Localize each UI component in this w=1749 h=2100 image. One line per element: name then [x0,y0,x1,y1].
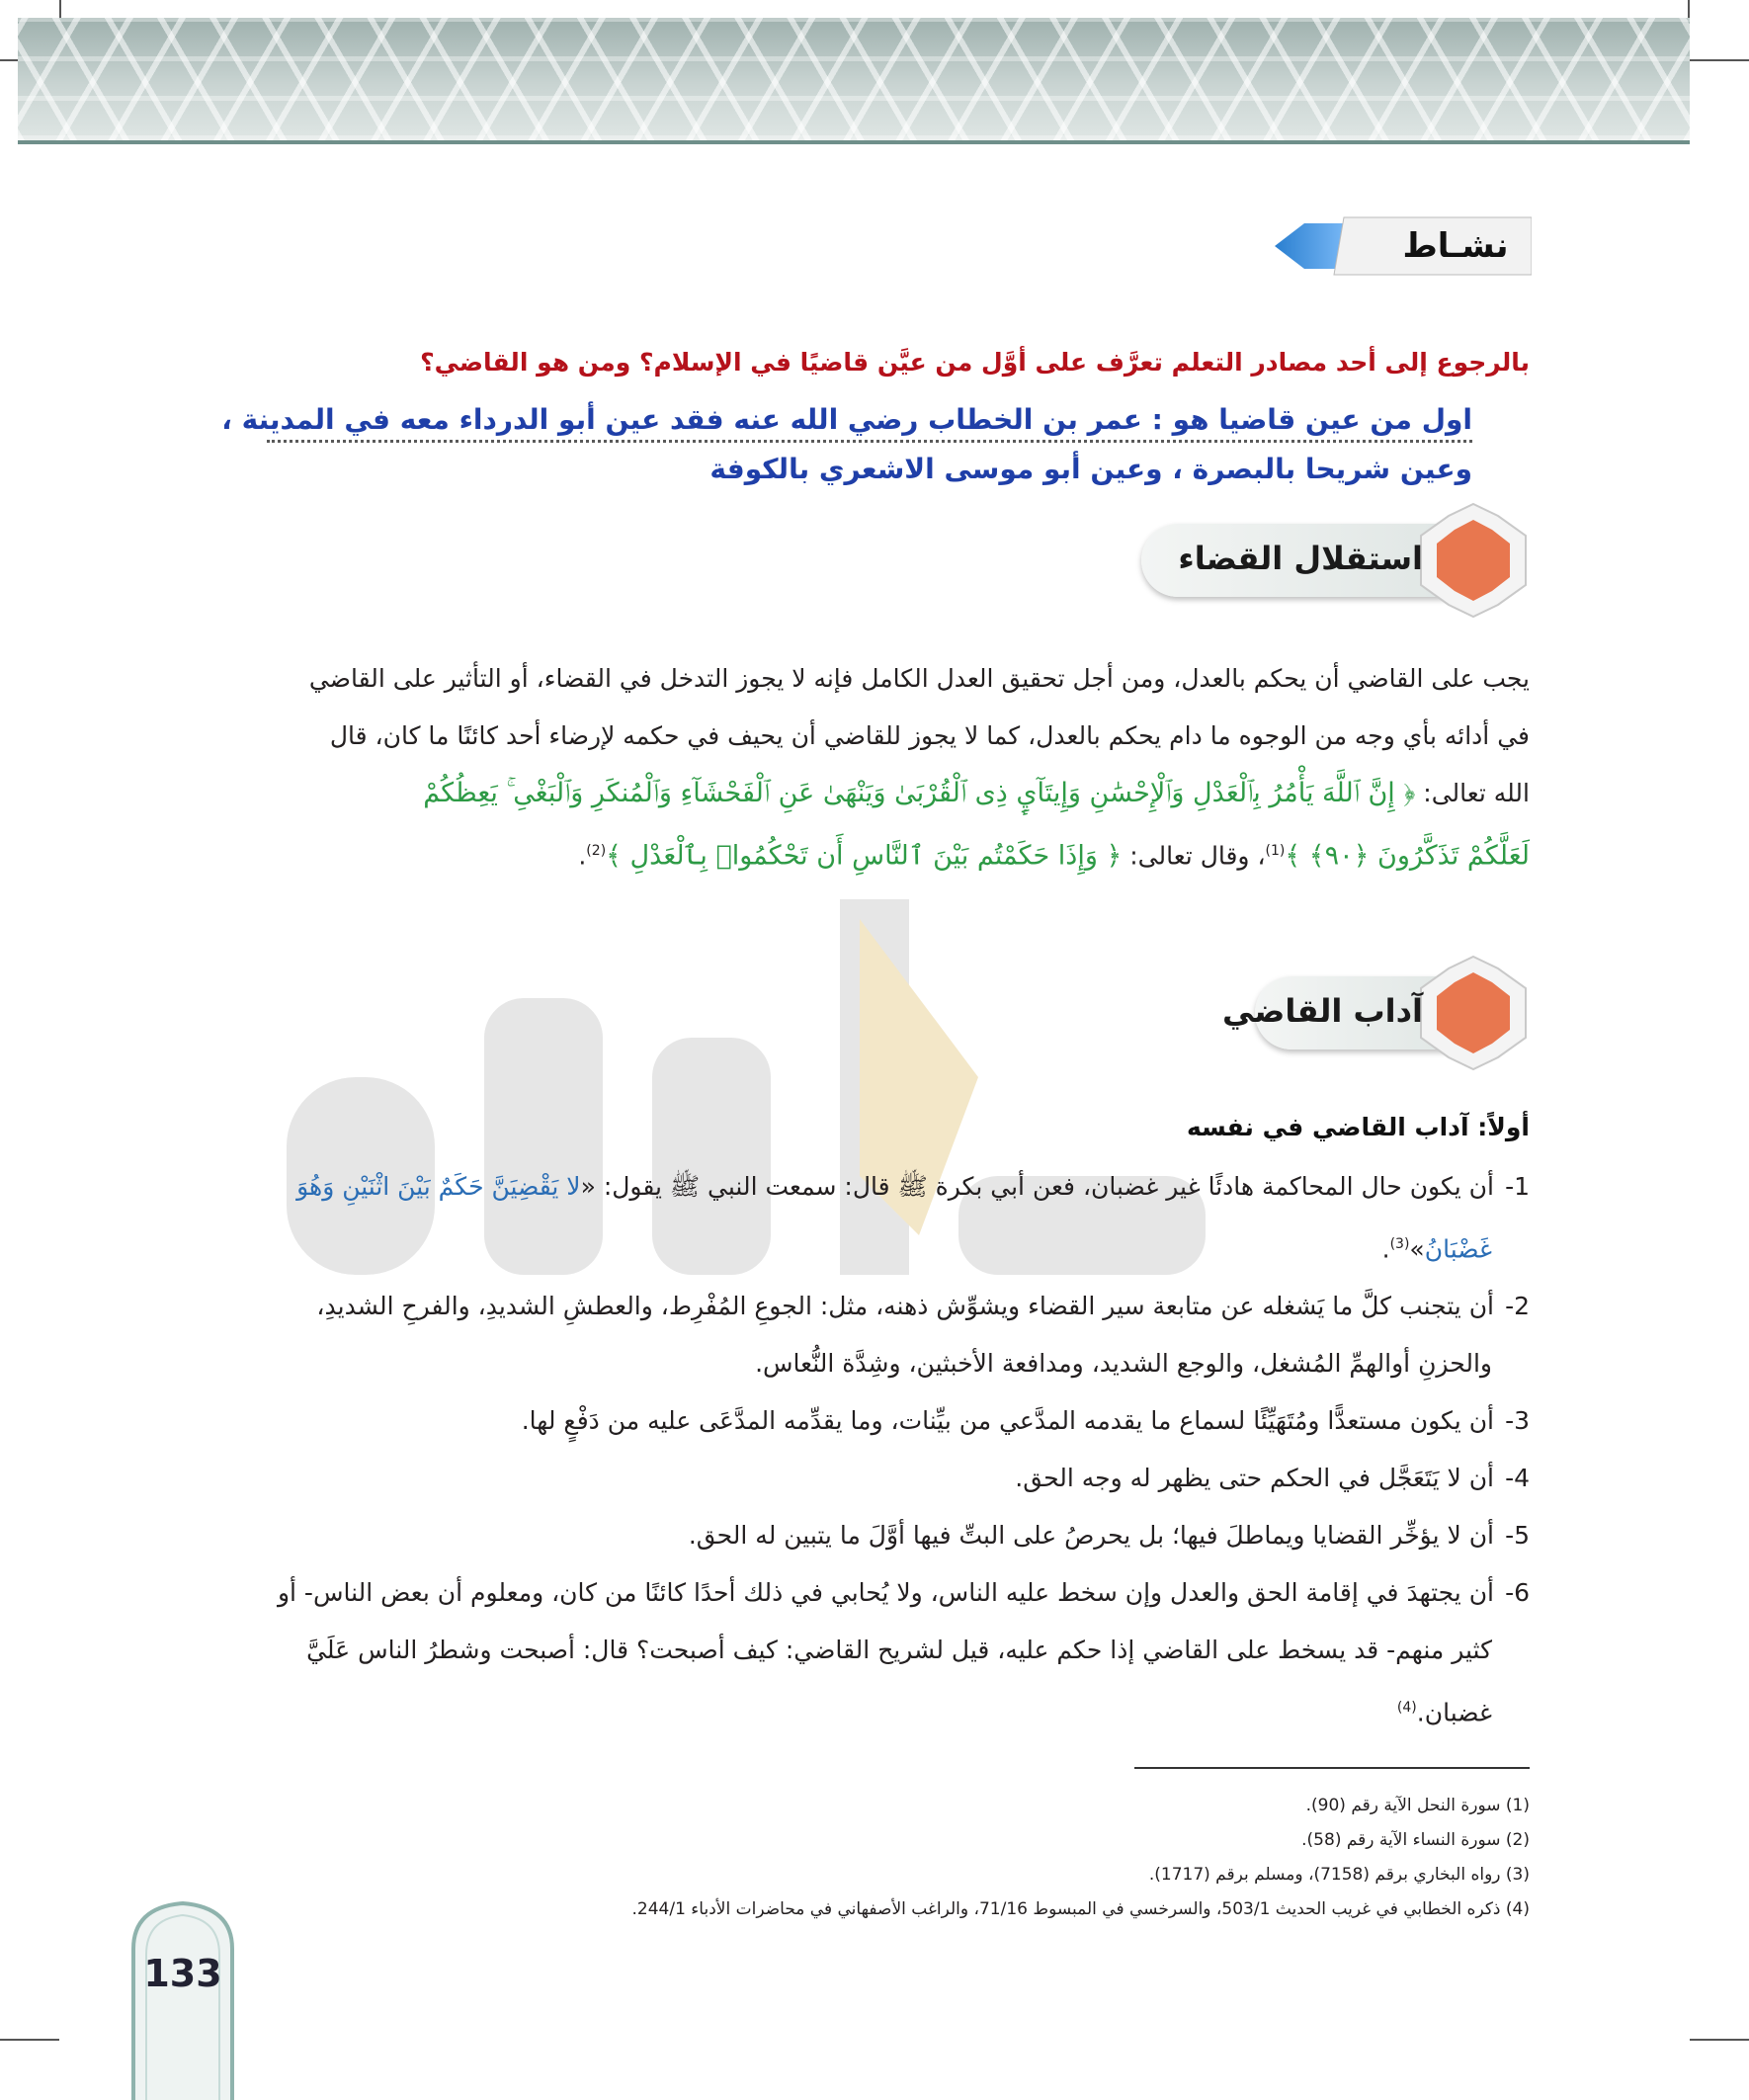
footnote-ref: (2) [586,843,607,859]
activity-label: نشـاط [1402,226,1509,266]
item-number: 3- [1505,1406,1530,1436]
paragraph-line [0,822,1530,884]
list-item-continuation [0,1216,1530,1278]
section-title-judge-etiquette: آداب القاضي [1222,992,1423,1030]
list-item-continuation: كثير منهم- قد يسخط على القاضي إذا حكم عليه، قيل لشريح القاضي: كيف أصبحت؟ قال: أصبحت وشطرُ الناس عَلَيَّ [306,1636,1492,1665]
handwritten-answer-line-1: اول من عين قاضيا هو : عمر بن الخطاب رضي الله عنه فقد عين أبو الدرداء معه في المدينة ، [267,403,1472,443]
etiquette-list [0,1158,1530,1742]
footnote-ref: (4) [1396,1700,1417,1717]
list-item-continuation: والحزنِ أوالهمِّ المُشغل، والوجع الشديد، ومدافعة الأخبثين، وشِدَّة النُّعاس. [755,1349,1492,1379]
footnote: (2) سورة النساء الآية رقم (58). [1301,1830,1530,1850]
page-number: 133 [143,1952,222,1995]
crop-mark [1690,59,1749,61]
item-number: 6- [1505,1578,1530,1608]
paragraph-line: في أدائه بأي وجه من الوجوه ما دام يحكم بالعدل، كما لا يجوز للقاضي أن يحيف في حكمه لإرضاء أحد كائنًا ما كان، قال [329,721,1530,750]
connector-text: ، وقال تعالى: [1129,841,1266,871]
footnote-divider [1134,1767,1530,1769]
section1-paragraph [0,650,1530,884]
item-text: أن يكون مستعدًّا ومُتَهَيِّئًا لسماع ما يقدمه المدَّعي من بيِّنات، وما يقدِّمه المدَّعَى عليه من دَفْعٍ لها. [521,1406,1494,1436]
item-text: أن لا يؤخِّر القضايا ويماطلَ فيها؛ بل يحرصُ على البتِّ فيها أوَّلَ ما يتبين له الحق. [688,1521,1494,1551]
list-item [0,1392,1530,1450]
handwritten-answer-line-2: وعين شريحا بالبصرة ، وعين أبو موسى الاشعري بالكوفة [709,453,1472,485]
item-number: 5- [1505,1521,1530,1551]
quran-verse-1: ﴿ إِنَّ ٱللَّهَ يَأْمُرُ بِٱلْعَدْلِ وَٱلْإِحْسَٰنِ وَإِيتَآيِٕ ذِى ٱلْقُرْبَىٰ وَيَنْهَىٰ عَنِ ٱلْفَحْشَآءِ وَٱلْمُنكَرِ وَٱلْبَغْىِ ۚ يَعِظُكُمْ [423,778,1416,808]
hadith-text: لا يَقْضِيَنَّ حَكَمٌ بَيْنَ اثْنَيْنِ وَهُوَ [296,1172,581,1201]
end-punct: . [578,841,587,871]
item-text: أن يتجنب كلَّ ما يَشغله عن متابعة سير القضاء ويشوِّش ذهنه، مثل: الجوعِ المُفْرِط، والعطشِ الشديدِ، والفرحِ الشديدِ، [316,1292,1494,1321]
decorative-header-banner [18,18,1690,144]
footnote: (1) سورة النحل الآية رقم (90). [1305,1796,1530,1815]
item-text: أن يجتهدَ في إقامة الحق والعدل وإن سخط عليه الناس، ولا يُحابي في ذلك أحدًا كائنًا من كان، ومعلوم أن بعض الناس- أو [277,1578,1494,1608]
end-punct: . [1381,1234,1390,1264]
list-item [0,1158,1530,1216]
crop-mark [1690,2039,1749,2041]
footnotes [631,1789,1530,1927]
octagon-badge-icon [1415,955,1532,1071]
quran-verse-2: ﴿ وَإِذَا حَكَمْتُم بَيْنَ ٱلنَّاسِ أَن تَحْكُمُوا۟ بِٱلْعَدْلِ ﴾ [606,840,1123,872]
paragraph-lead: الله تعالى: [1423,779,1530,807]
footnote-ref: (3) [1389,1236,1410,1252]
page-number-frame [128,1899,237,2100]
list-item [0,1564,1530,1622]
list-item [0,1507,1530,1564]
item-number: 2- [1505,1292,1530,1321]
quran-verse-1-end: لَعَلَّكُمْ تَذَكَّرُونَ ﴿٩٠﴾ ﴾ [1285,840,1530,872]
footnote: (3) رواه البخاري برقم (7158)، ومسلم برقم (1717). [1148,1865,1530,1885]
paragraph-line [0,765,1530,822]
activity-question: بالرجوع إلى أحد مصادر التعلم تعرَّف على أوَّل من عيَّن قاضيًا في الإسلام؟ ومن هو القاضي؟ [420,348,1530,377]
item-text: أن لا يَتَعَجَّل في الحكم حتى يظهر له وجه الحق. [1015,1464,1494,1493]
paragraph-line: يجب على القاضي أن يحكم بالعدل، ومن أجل تحقيق العدل الكامل فإنه لا يجوز التدخل في القضاء، أو التأثير على القاضي [308,664,1530,693]
item-number: 1- [1505,1172,1530,1201]
footnote-ref: (1) [1265,843,1286,859]
footnote: (4) ذكره الخطابي في غريب الحديث 503/1، والسرخسي في المبسوط 71/16، والراغب الأصفهاني في محاضرات الأدباء 244/1. [631,1899,1530,1919]
item-number: 4- [1505,1464,1530,1493]
item-text: أن يكون حال المحاكمة هادئًا غير غضبان، فعن أبي بكرة ﷺ قال: سمعت النبي ﷺ يقول: « [580,1172,1494,1201]
hadith-text: غَضْبَانُ [1424,1234,1492,1264]
quote-mark: » [1409,1234,1425,1264]
crop-mark [0,2039,59,2041]
octagon-badge-icon [1415,502,1532,619]
list-item [0,1278,1530,1335]
subheading: أولاً: آداب القاضي في نفسه [1186,1113,1530,1141]
list-item-continuation [0,1679,1530,1741]
item-text: غضبان. [1416,1698,1492,1727]
section-title-independence: استقلال القضاء [1178,540,1423,577]
list-item [0,1450,1530,1507]
